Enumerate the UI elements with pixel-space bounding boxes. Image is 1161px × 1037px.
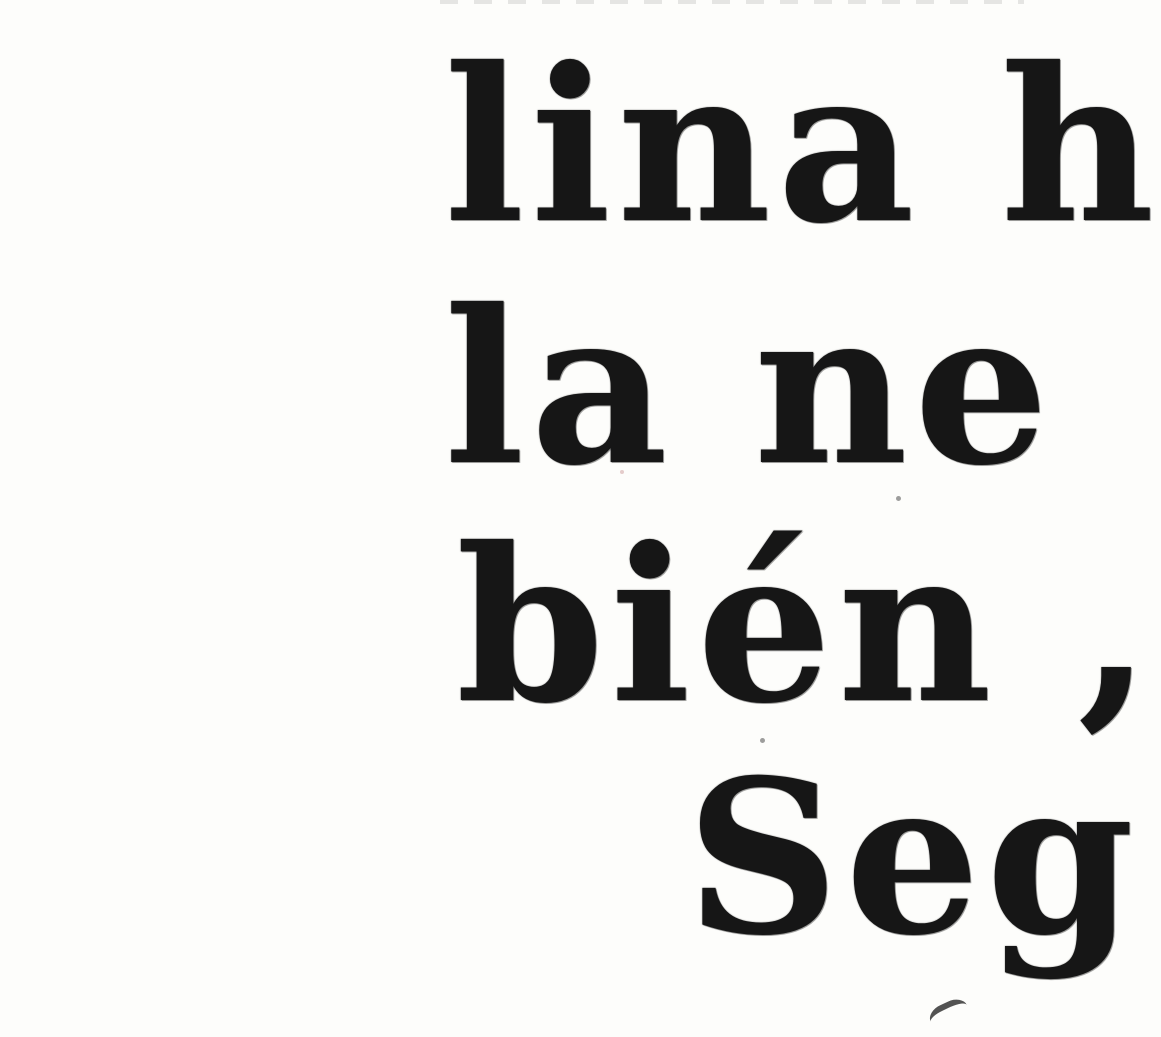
ink-speck	[760, 738, 765, 743]
text-line-2: la ne	[444, 263, 1055, 512]
text-line-1: lina h	[444, 21, 1161, 270]
ink-speck	[620, 470, 624, 474]
ink-speck	[896, 496, 901, 501]
text-line-3: bién ,	[456, 501, 1158, 750]
text-line-4: Seg	[686, 733, 1141, 982]
